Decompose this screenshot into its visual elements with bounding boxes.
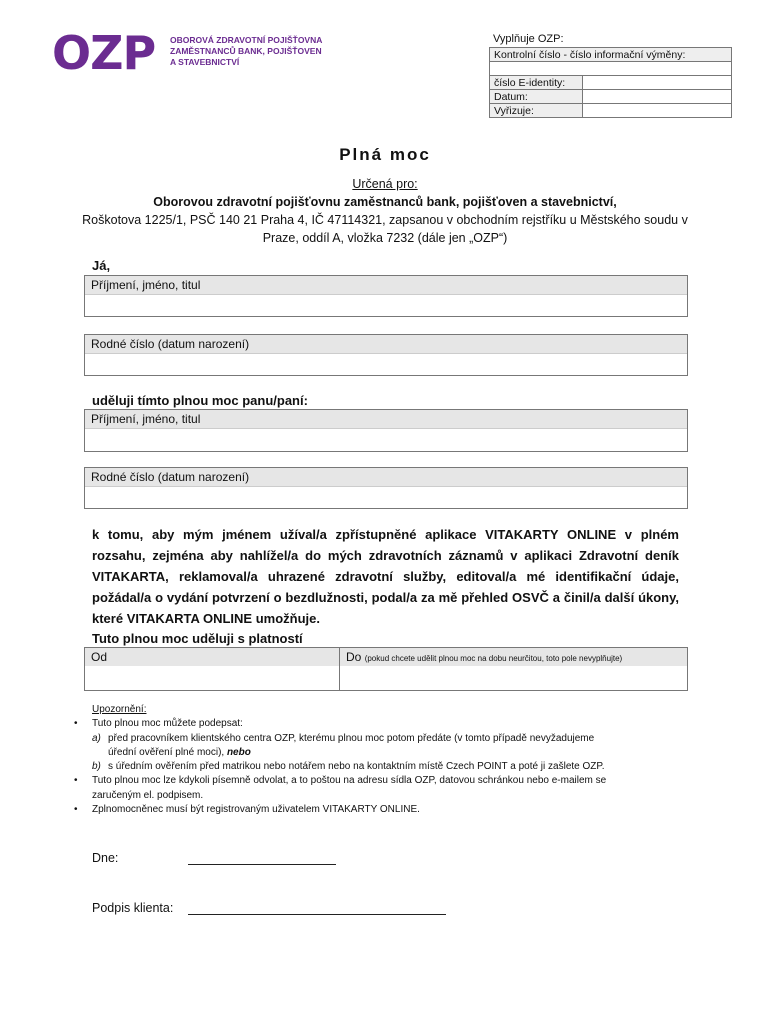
- ozp-office-table: [489, 47, 732, 118]
- recipient-block: [60, 175, 710, 247]
- company-address: Roškotova 1225/1, PSČ 140 21 Praha 4, IČ 47114321, zapsanou v obchodním rejstříku u Městského soudu v Praze, oddíl A, vložka 7232 (dále jen „OZP“): [82, 213, 688, 245]
- bullet-icon: •: [74, 775, 78, 787]
- note-option-b: b) s úředním ověřením před matrikou nebo notářem nebo na kontaktním místě Czech POINT a poté ji zašlete OZP.: [92, 761, 605, 773]
- grantor-name-label: Příjmení, jméno, titul: [85, 276, 687, 295]
- client-signature-line[interactable]: [188, 914, 446, 915]
- date-signed-line[interactable]: [188, 864, 336, 865]
- notes-heading: Upozornění:: [92, 704, 147, 715]
- intended-for-label: Určená pro:: [352, 177, 418, 191]
- validity-label: Tuto plnou moc uděluji s platností: [92, 631, 303, 646]
- ozp-logo-mark: OZP: [52, 26, 156, 80]
- grantee-name-field[interactable]: [84, 409, 688, 452]
- ozp-logo-text: [170, 35, 322, 68]
- valid-to-label-row: [340, 648, 687, 666]
- ozp-box-title: Vyplňuje OZP:: [493, 33, 564, 45]
- scope-paragraph: k tomu, aby mým jménem užíval/a zpřístupněné aplikace VITAKARTY ONLINE v plném rozsahu, zejména aby nahlížel/a do mých zdravotních záznamů v aplikaci Zdravotní deník VITAKARTA, reklamoval/a uhrazené zdravotní služby, editoval/a mé identifikační údaje, požádal/a o vydání potvrzení o bezdlužnosti, podal/a za mě přehled OSVČ a činil/a další úkony, které VITAKARTA ONLINE umožňuje.: [92, 527, 679, 626]
- bullet-icon: •: [74, 804, 78, 816]
- bullet-icon: •: [74, 718, 78, 730]
- grantor-label: Já,: [92, 258, 111, 273]
- client-signature-label: Podpis klienta:: [92, 901, 174, 915]
- note-item-2: • Tuto plnou moc lze kdykoli písemně odvolat, a to poštou na adresu sídla OZP, datovou schránkou nebo e-mailem se: [60, 774, 685, 788]
- note-item-1: • Tuto plnou moc můžete podepsat:: [60, 717, 685, 731]
- grantee-name-label: Příjmení, jméno, titul: [85, 410, 687, 429]
- note-item-2-cont: zaručeným el. podpisem.: [92, 789, 204, 801]
- valid-from-label: Od: [85, 648, 339, 666]
- grantor-name-field[interactable]: [84, 275, 688, 317]
- note-item-3: • Zplnomocněnec musí být registrovaným uživatelem VITAKARTY ONLINE.: [60, 803, 685, 817]
- note-option-a-cont: úřední ověření plné moci), nebo: [108, 746, 251, 758]
- grantee-birth-label: Rodné číslo (datum narození): [85, 468, 687, 487]
- handler-label: Vyřizuje:: [490, 104, 583, 118]
- grantor-birth-field[interactable]: [84, 334, 688, 376]
- grantee-label: uděluji tímto plnou moc panu/paní:: [92, 393, 308, 408]
- note-option-a: a) před pracovníkem klientského centra OZP, kterému plnou moc potom předáte (v tomto případě nevyžadujeme: [92, 732, 595, 744]
- valid-to-label: Do: [346, 650, 362, 664]
- notes-section: [60, 703, 685, 817]
- logo-line-2: ZAMĚSTNANCŮ BANK, POJIŠŤOVEN: [170, 46, 322, 56]
- company-name: Oborovou zdravotní pojišťovnu zaměstnanců bank, pojišťoven a stavebnictví,: [153, 195, 617, 209]
- date-label: Datum:: [490, 90, 583, 104]
- e-identity-label: číslo E-identity:: [490, 76, 583, 90]
- grantor-birth-label: Rodné číslo (datum narození): [85, 335, 687, 354]
- grantee-birth-field[interactable]: [84, 467, 688, 509]
- valid-to-field[interactable]: [340, 648, 687, 690]
- handler-field[interactable]: [583, 104, 732, 118]
- validity-box: [84, 647, 688, 691]
- valid-from-field[interactable]: [85, 648, 340, 690]
- e-identity-field[interactable]: [583, 76, 732, 90]
- control-number-label: Kontrolní číslo - číslo informační výměny:: [490, 48, 732, 62]
- logo-line-1: OBOROVÁ ZDRAVOTNÍ POJIŠŤOVNA: [170, 35, 323, 45]
- date-signed-label: Dne:: [92, 851, 119, 865]
- logo-line-3: A STAVEBNICTVÍ: [170, 57, 240, 67]
- date-field[interactable]: [583, 90, 732, 104]
- valid-to-note: (pokud chcete udělit plnou moc na dobu neurčitou, toto pole nevyplňujte): [364, 654, 623, 663]
- control-number-field[interactable]: [490, 62, 732, 76]
- document-title: Plná moc: [339, 145, 431, 164]
